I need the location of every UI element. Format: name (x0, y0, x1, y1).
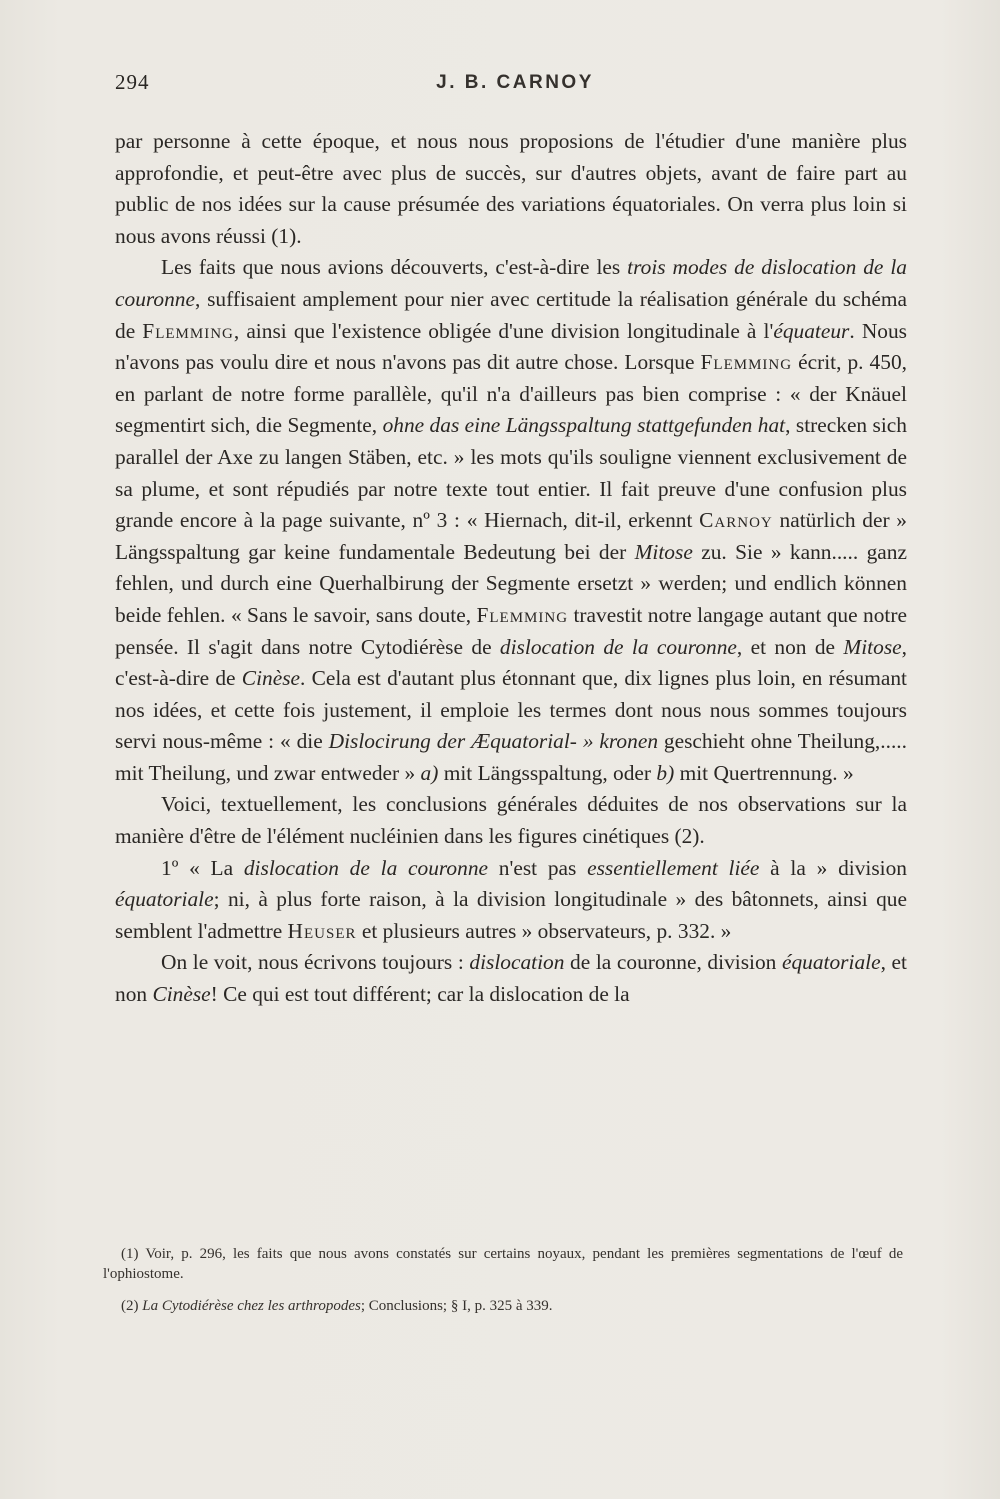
italic-run: dislocation de la couronne (499, 634, 737, 659)
text-run: ! Ce qui est tout différent; car la dislocation de la (210, 982, 630, 1007)
italic-run: Mitose (634, 539, 693, 564)
text-run: travestit notre langage autant que notre pensée. Il s'agit dans notre Cytodiérèse de (115, 602, 907, 659)
italic-run: trois modes de dislocation de la couronne (115, 255, 907, 311)
text-run: On le voit, nous écrivons toujours : (161, 950, 470, 975)
running-title: J. B. CARNOY (436, 72, 594, 93)
text-run: , et non de (736, 634, 844, 659)
main-text (115, 126, 907, 1011)
text-run: Les faits que nous avions découverts, c'est-à-dire les (161, 255, 628, 280)
text-run: n'est pas (488, 855, 588, 880)
text-run: mit Längsspaltung, oder (438, 760, 657, 785)
text-run: mit Quertrennung. » (674, 760, 854, 785)
text-run: Voici, textuellement, les conclusions générales déduites de nos observations sur la manière d'être de l'élément nucléinien dans les figures cinétiques (2). (115, 792, 907, 849)
italic-run: équatoriale (781, 950, 881, 975)
italic-run: La Cytodiérèse chez les arthropodes (142, 1298, 361, 1314)
text-run: , strecken sich parallel der Axe zu langen Stäben, etc. » les mots qu'ils souligne viennent exclusivement de sa plume, et sont répudiés par notre texte tout entier. Il fait preuve d'une confusion plus grande encore à la page suivante, nº 3 : « Hiernach, dit-il, erkennt (115, 413, 907, 533)
page-header (115, 70, 915, 104)
text-run: écrit, p. 450, en parlant de notre forme parallèle, qu'il n'a d'ailleurs pas bien comprise : « der Knäuel segmentirt sich, die Segmente, (115, 350, 907, 438)
author-name: Heuser (287, 918, 357, 943)
text-run: , ainsi que l'existence obligée d'une division longitudinale à l' (233, 318, 774, 343)
italic-run: dislocation de la couronne (243, 855, 489, 880)
italic-run: Cinèse (241, 666, 301, 691)
text-run: de la couronne, division (564, 950, 782, 975)
author-name: Flemming (700, 350, 793, 375)
text-run: (2) (121, 1298, 143, 1314)
author-name: Flemming (142, 318, 234, 343)
text-run: zu. Sie » kann..... ganz fehlen, und durch eine Querhalbirung der Segmente ersetzt » werden; und endlich können beide fehlen. « Sans le savoir, sans doute, (115, 539, 907, 627)
footnotes (103, 1244, 903, 1328)
italic-run: Dislocirung der Æquatorial- » kronen (328, 729, 659, 754)
paragraph-2 (115, 252, 907, 789)
text-run: à la » division (759, 855, 907, 880)
text-run: et plusieurs autres » observateurs, p. 332. » (356, 918, 732, 943)
paragraph-3 (115, 789, 907, 852)
paragraph-4 (115, 853, 907, 948)
text-run: , c'est-à-dire de (115, 634, 907, 691)
paragraph-1 (115, 126, 907, 252)
italic-run: ohne das eine Längsspaltung stattgefunden hat (382, 413, 786, 438)
italic-run: Cinèse (152, 982, 211, 1007)
author-name: Flemming (476, 602, 569, 627)
italic-run: équateur (773, 318, 850, 343)
text-run: natürlich der » Längsspaltung gar keine fundamentale Bedeutung bei der (115, 508, 908, 564)
text-run: par personne à cette époque, et nous nous proposions de l'étudier d'une manière plus approfondie, et peut-être avec plus de succès, sur d'autres objets, avant de faire part au public de nos idées sur la cause présumée des variations équatoriales. On verra plus loin si nous avons réussi (1). (115, 129, 907, 248)
text-run: ; Conclusions; § I, p. 325 à 339. (360, 1298, 553, 1314)
text-run: , suffisaient amplement pour nier avec certitude la réalisation générale du schéma de (115, 286, 907, 343)
text-run: ; ni, à plus forte raison, à la division longitudinale » des bâtonnets, ainsi que semblent l'admettre (115, 887, 907, 943)
italic-run: a) (420, 760, 439, 785)
italic-run: dislocation (469, 950, 565, 975)
italic-run: essentiellement liée (587, 855, 760, 880)
paragraph-5 (115, 947, 907, 1010)
text-run: geschieht ohne Theilung,..... mit Theilung, und zwar entweder » (115, 729, 907, 785)
italic-run: b) (656, 760, 675, 785)
text-run: . Cela est d'autant plus étonnant que, dix lignes plus loin, en résumant nos idées, et cette fois justement, il emploie les termes dont nous nous sommes toujours servi nous-même : « die (115, 666, 907, 754)
footnote-1: (1) Voir, p. 296, les faits que nous avons constatés sur certains noyaux, pendant les premières segmentations de l'œuf de l'ophiostome. (103, 1246, 903, 1282)
text-run: 1º « La (161, 855, 244, 880)
page-number: 294 (115, 70, 150, 94)
text-run: . Nous n'avons pas voulu dire et nous n'avons pas dit autre chose. Lorsque (115, 318, 907, 375)
footnote-2 (103, 1296, 903, 1316)
text-run: , et non (115, 950, 907, 1007)
author-name: Carnoy (699, 508, 773, 533)
italic-run: équatoriale (115, 887, 214, 912)
italic-run: Mitose (843, 634, 902, 659)
